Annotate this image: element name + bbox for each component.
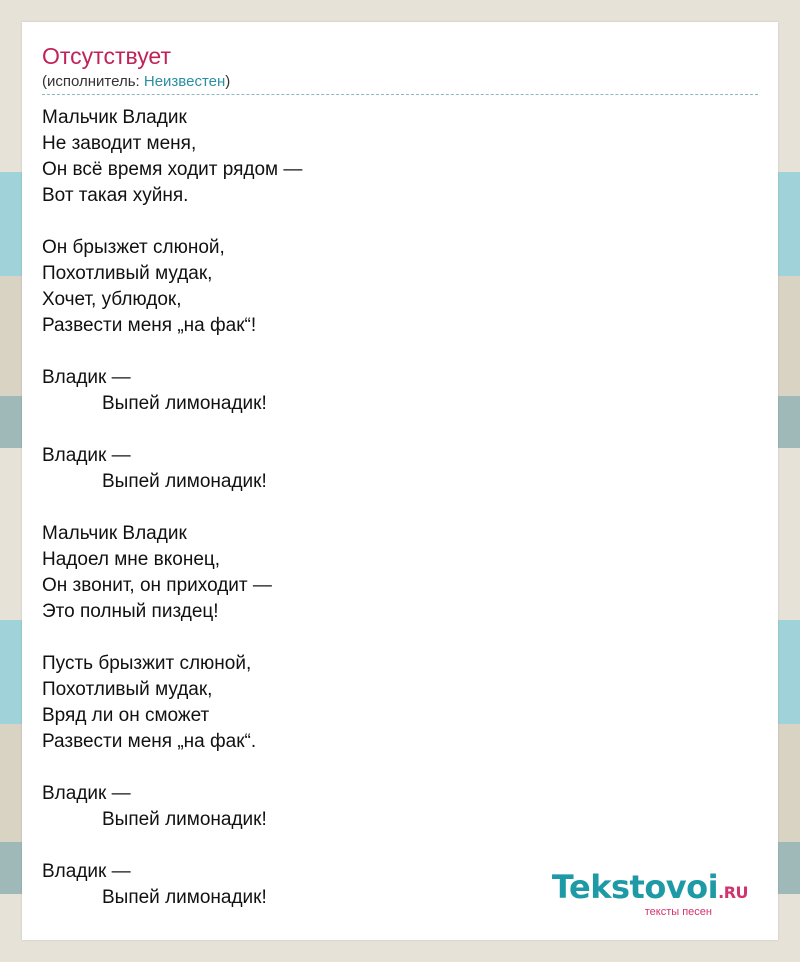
lyrics-text xyxy=(42,105,758,911)
stanza-gap xyxy=(42,625,758,651)
lyric-line: Он брызжет слюной, xyxy=(42,237,225,258)
stanza-gap xyxy=(42,417,758,443)
lyric-line: Он звонит, он приходит — xyxy=(42,575,272,596)
lyric-line: Похотливый мудак, xyxy=(42,679,213,700)
stanza-gap xyxy=(42,833,758,859)
stanza-gap xyxy=(42,755,758,781)
lyric-line: Развести меня „на фак“. xyxy=(42,731,257,752)
artist-link[interactable]: Неизвестен xyxy=(143,73,226,90)
lyric-line: Мальчик Владик xyxy=(42,107,187,128)
stanza-gap xyxy=(42,495,758,521)
lyric-line: Владик — xyxy=(42,367,131,388)
lyric-line: Выпей лимонадик! xyxy=(102,471,267,492)
lyric-line: Вряд ли он сможет xyxy=(42,705,210,726)
lyric-line: Не заводит меня, xyxy=(42,133,197,154)
lyric-line: Выпей лимонадик! xyxy=(102,887,267,908)
lyric-line: Владик — xyxy=(42,783,131,804)
lyric-line: Похотливый мудак, xyxy=(42,263,213,284)
song-title: Отсутствует xyxy=(42,43,171,69)
lyric-line: Надоел мне вконец, xyxy=(42,549,221,570)
lyric-line: Развести меня „на фак“! xyxy=(42,315,257,336)
logo-tagline: тексты песен xyxy=(644,906,712,918)
lyric-line: Владик — xyxy=(42,445,131,466)
stanza-gap xyxy=(42,339,758,365)
logo-name xyxy=(552,870,748,910)
lyric-line: Выпей лимонадик! xyxy=(102,809,267,830)
lyric-line: Хочет, ублюдок, xyxy=(42,289,182,310)
logo-brand: Tekstovoi xyxy=(551,868,719,906)
lyric-line: Мальчик Владик xyxy=(42,523,187,544)
lyric-line: Выпей лимонадик! xyxy=(102,393,267,414)
stanza-gap xyxy=(42,209,758,235)
artist-prefix: (исполнитель: xyxy=(42,73,144,90)
lyric-line: Вот такая хуйня. xyxy=(42,185,189,206)
site-logo[interactable] xyxy=(552,870,748,918)
lyric-line: Владик — xyxy=(42,861,131,882)
lyric-line: Он всё время ходит рядом — xyxy=(42,159,303,180)
artist-line xyxy=(42,72,758,95)
lyric-line: Это полный пиздец! xyxy=(42,601,219,622)
artist-suffix: ) xyxy=(225,73,231,90)
lyrics-card xyxy=(22,22,778,940)
lyric-line: Пусть брызжит слюной, xyxy=(42,653,252,674)
logo-tld: .RU xyxy=(718,883,748,902)
